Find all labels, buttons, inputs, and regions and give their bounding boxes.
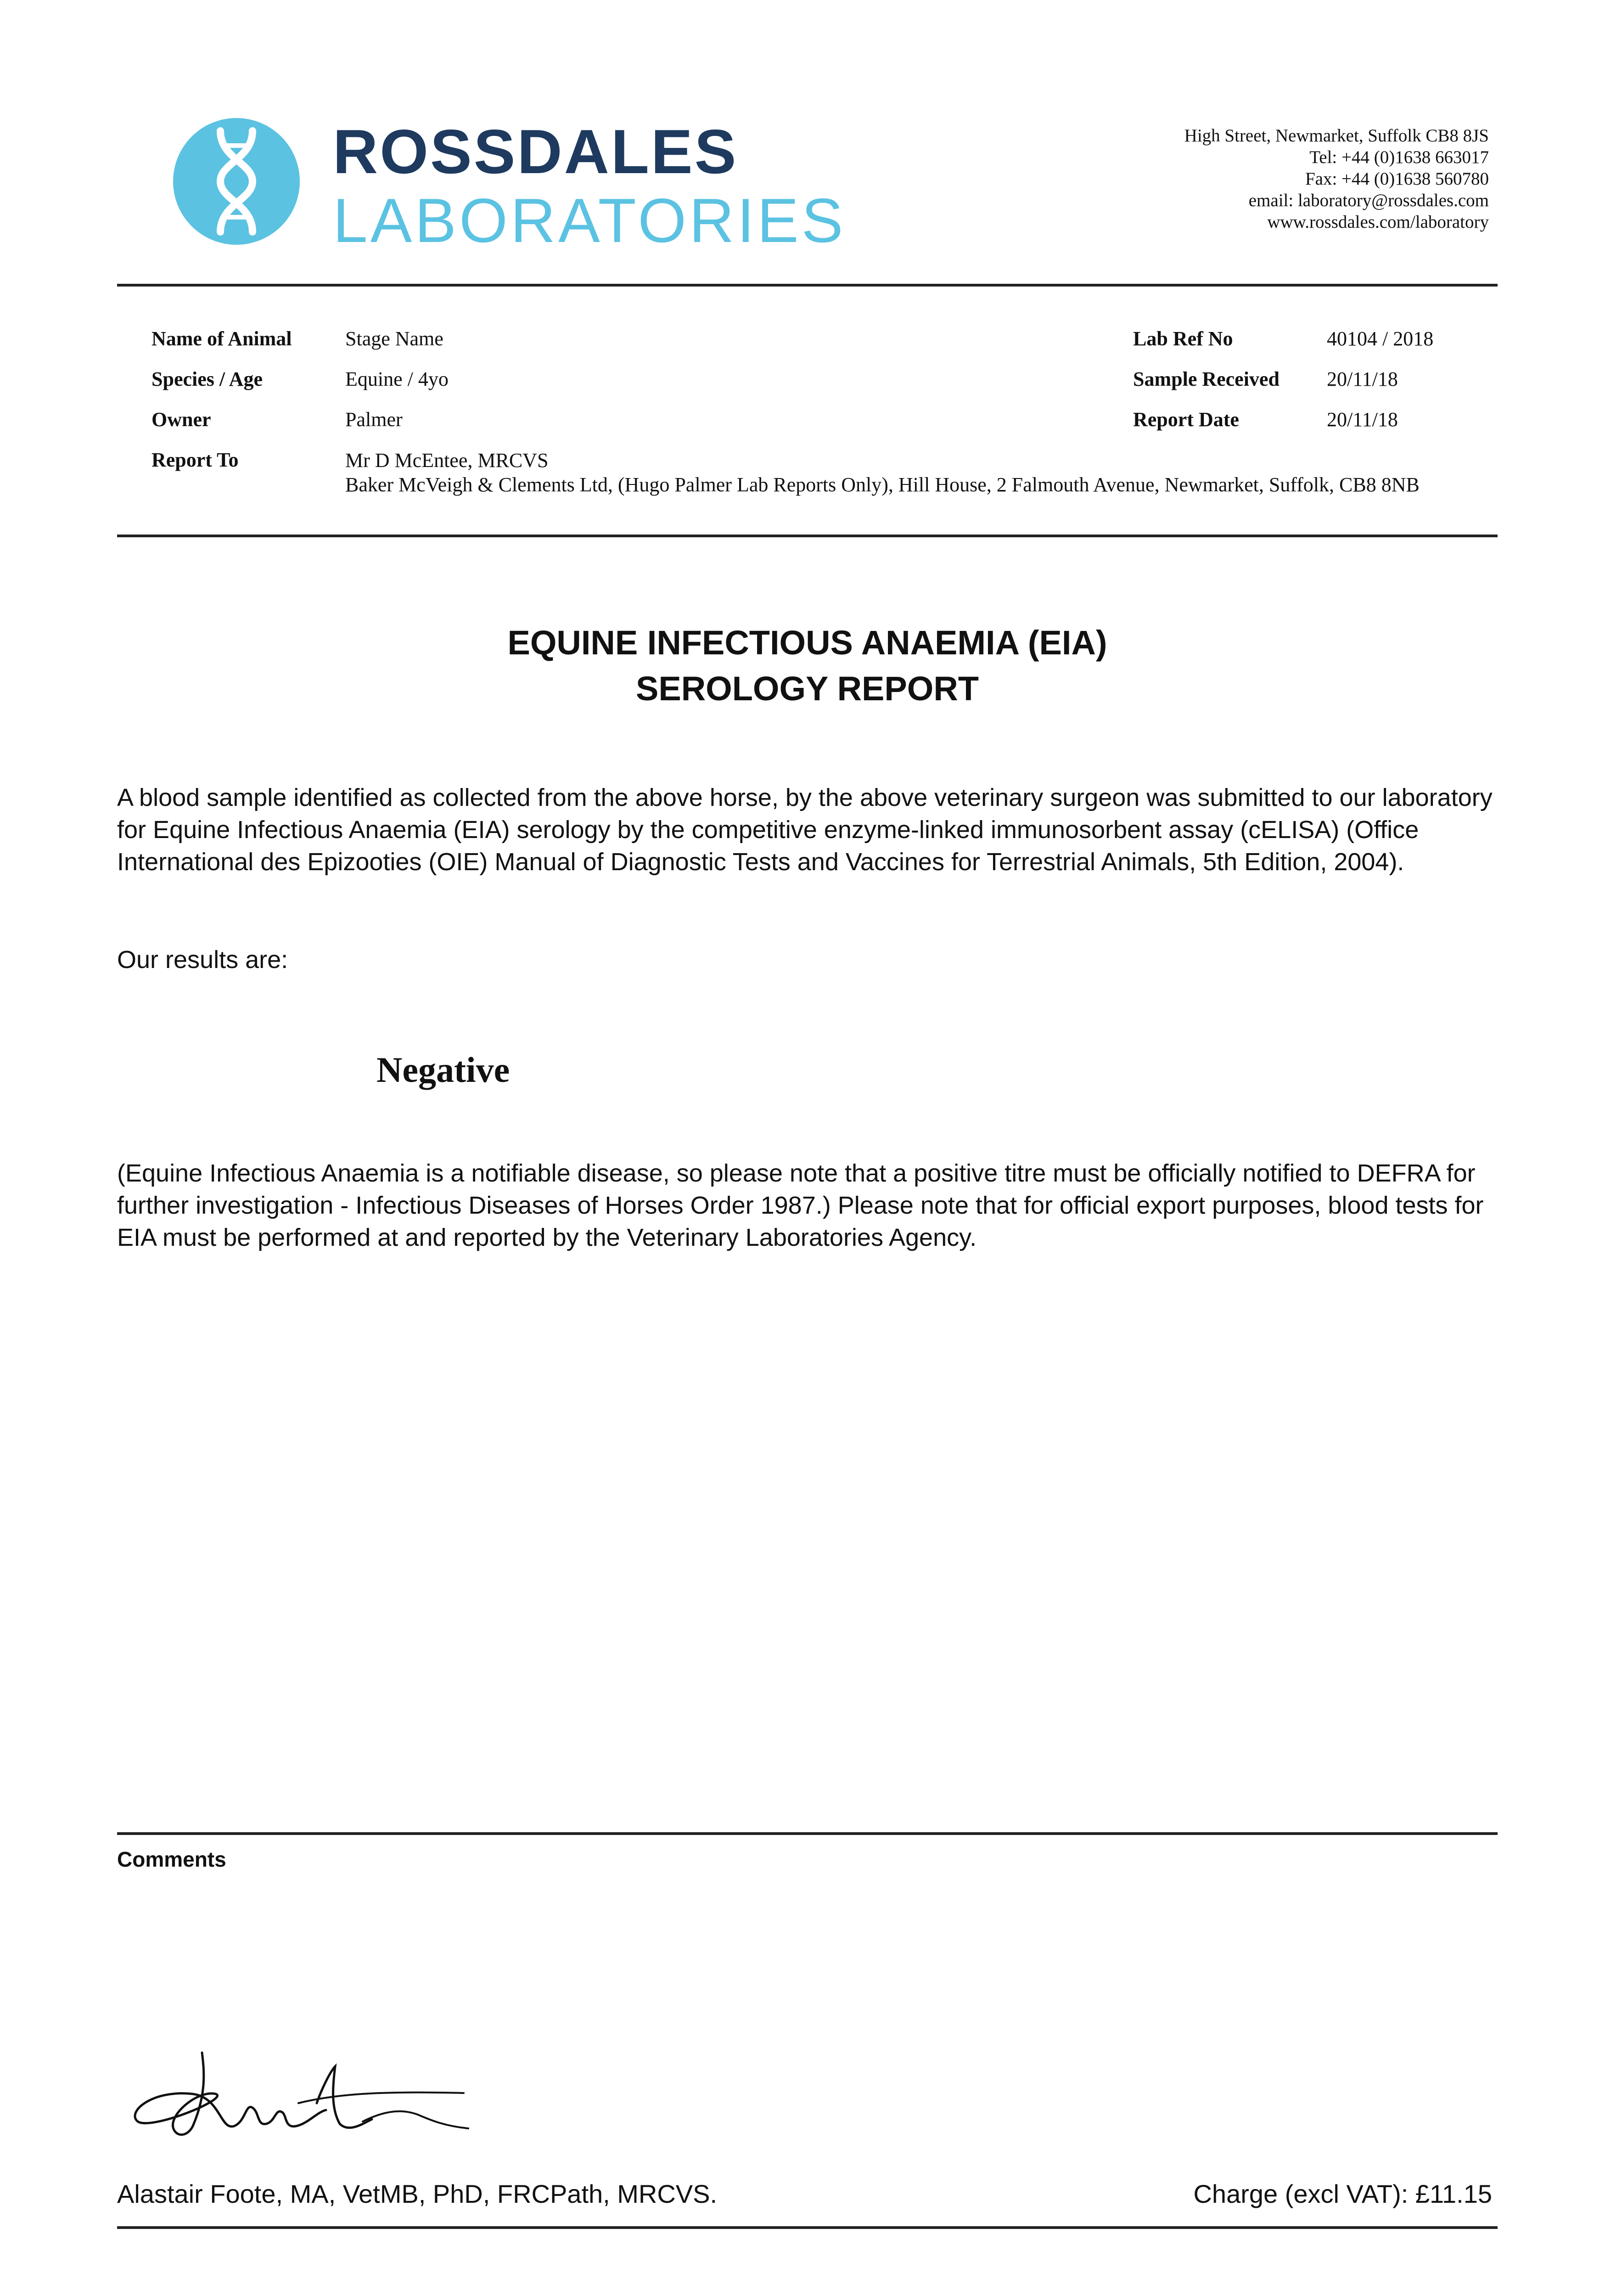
species-age-value: Equine / 4yo (345, 368, 449, 390)
intro-paragraph: A blood sample identified as collected from the above horse, by the above veterinary surgeon was submitted to our laboratory for Equine Infectious Anaemia (EIA) serology by the competitive enzyme-linked immunosorbent assay (cELISA) (Office International des Epizooties (OIE) Manual of Diagnostic Tests and Vaccines for Terrestrial Animals, 5th Edition, 2004). (117, 784, 1493, 876)
contact-email: email: laboratory@rossdales.com (1248, 191, 1489, 210)
lab-ref-value: 40104 / 2018 (1327, 327, 1434, 350)
sample-received-value: 20/11/18 (1327, 368, 1398, 390)
name-of-animal-value: Stage Name (345, 327, 443, 350)
report-title (117, 620, 1498, 712)
dna-logo-icon (172, 117, 301, 246)
owner-label: Owner (152, 408, 211, 431)
report-to-label: Report To (152, 449, 239, 471)
contact-block (1184, 125, 1489, 233)
signature-image (124, 2039, 482, 2149)
name-of-animal-label: Name of Animal (152, 327, 292, 350)
results-intro: Our results are: (117, 946, 288, 974)
report-date-value: 20/11/18 (1327, 408, 1398, 431)
info-divider (117, 535, 1498, 537)
report-to-block (345, 448, 1484, 497)
report-title-line-2: SEROLOGY REPORT (636, 670, 979, 708)
owner-value: Palmer (345, 408, 403, 431)
report-to-name: Mr D McEntee, MRCVS (345, 449, 549, 472)
comments-label: Comments (117, 1847, 226, 1871)
footer-divider (117, 2226, 1498, 2229)
result-value: Negative (376, 1050, 510, 1090)
brand-line-2: LABORATORIES (333, 186, 846, 255)
sample-received-label: Sample Received (1133, 368, 1280, 390)
lab-ref-label: Lab Ref No (1133, 327, 1233, 350)
contact-tel: Tel: +44 (0)1638 663017 (1309, 147, 1489, 167)
contact-fax: Fax: +44 (0)1638 560780 (1305, 169, 1489, 189)
signatory-name: Alastair Foote, MA, VetMB, PhD, FRCPath, MRCVS. (117, 2179, 718, 2208)
notifiable-note: (Equine Infectious Anaemia is a notifiable disease, so please note that a positive titre must be officially notified to DEFRA for further investigation - Infectious Diseases of Horses Order 1987.) Please note that for official export purposes, blood tests for EIA must be performed at and reported by the Veterinary Laboratories Agency. (117, 1159, 1484, 1251)
species-age-label: Species / Age (152, 368, 263, 390)
contact-website: www.rossdales.com/laboratory (1267, 212, 1489, 232)
report-to-address: Baker McVeigh & Clements Ltd, (Hugo Palmer Lab Reports Only), Hill House, 2 Falmouth Avenue, Newmarket, Suffolk, CB8 8NB (345, 473, 1420, 496)
header-divider (117, 284, 1498, 287)
comments-divider (117, 1832, 1498, 1835)
report-title-line-1: EQUINE INFECTIOUS ANAEMIA (EIA) (507, 624, 1107, 662)
contact-address: High Street, Newmarket, Suffolk CB8 8JS (1184, 126, 1489, 146)
brand-line-1: ROSSDALES (333, 117, 738, 186)
brand-name (333, 117, 846, 255)
report-date-label: Report Date (1133, 408, 1239, 431)
charge-amount: Charge (excl VAT): £11.15 (1193, 2179, 1492, 2208)
